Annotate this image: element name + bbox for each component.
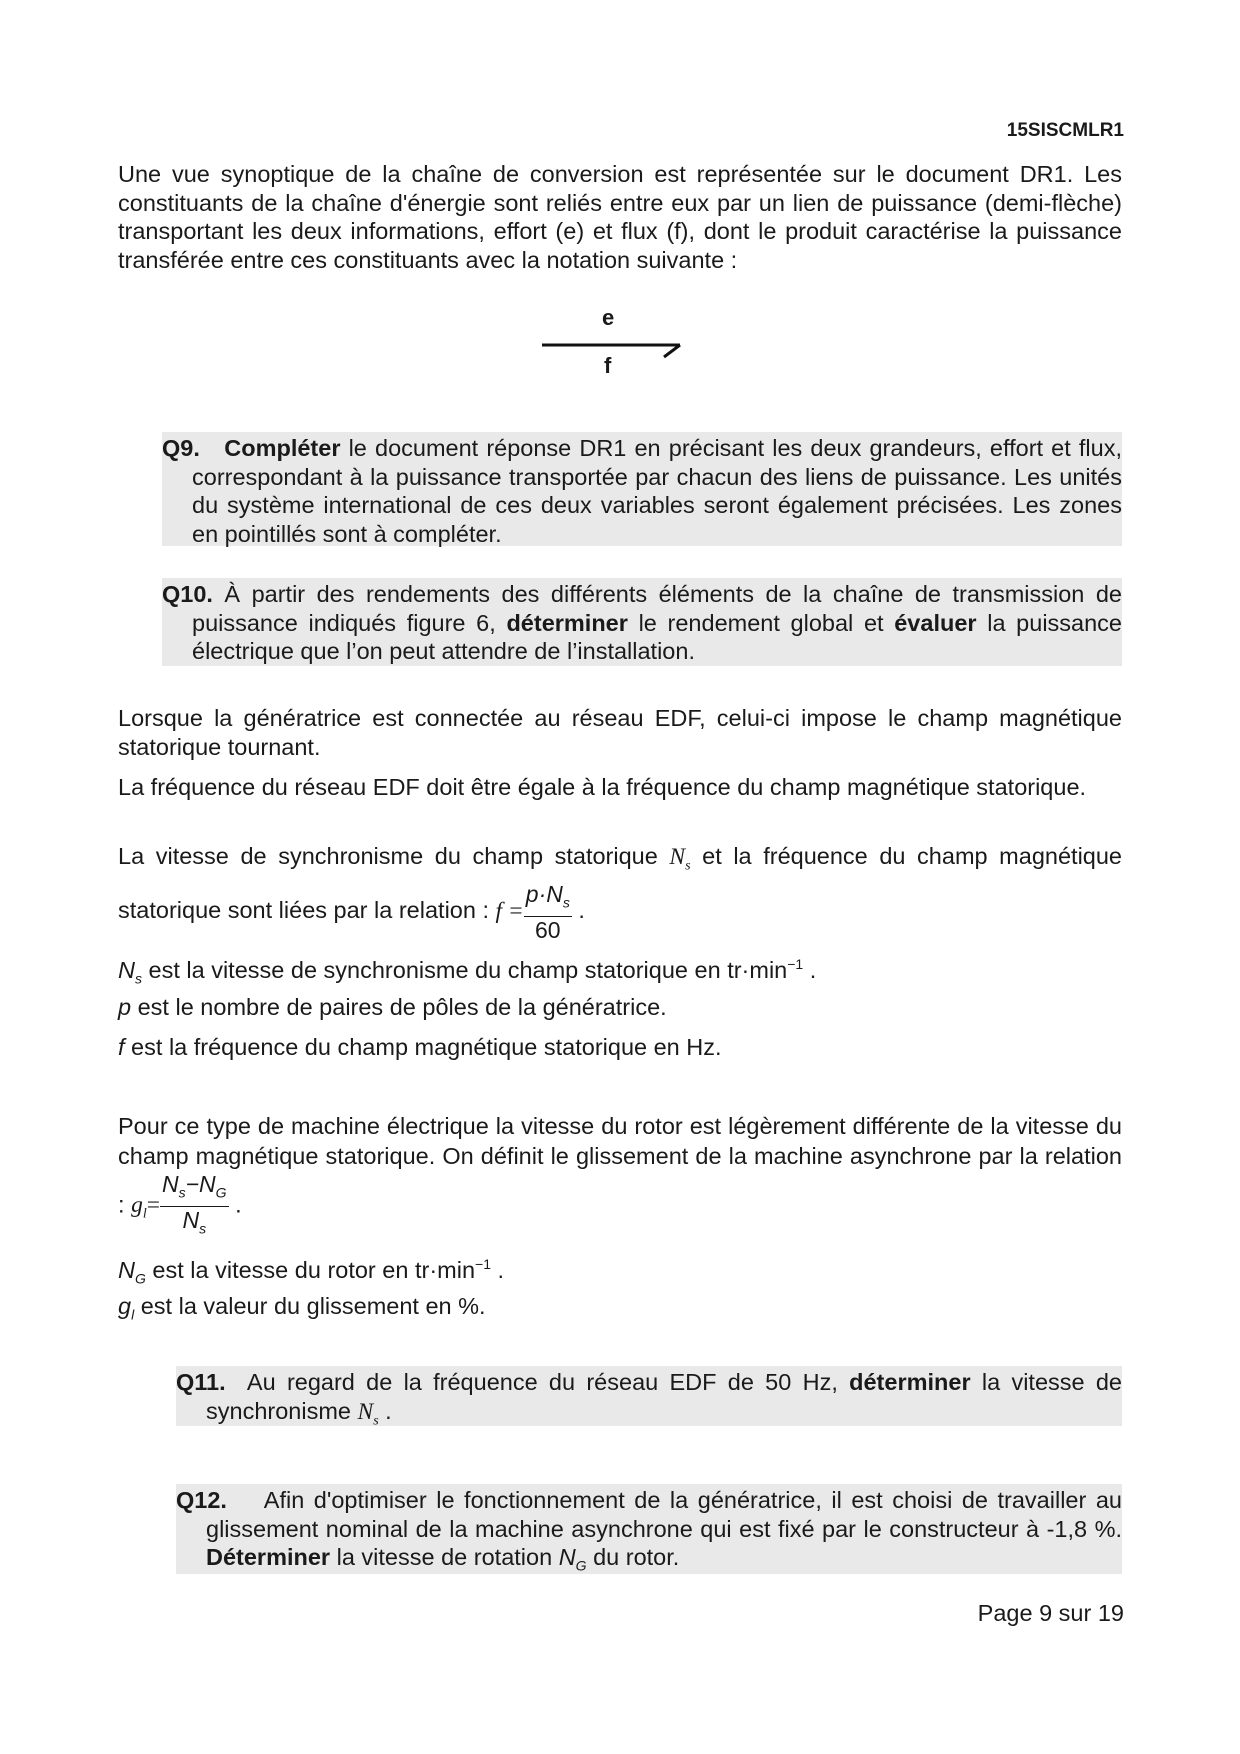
definition-f: f est la fréquence du champ magnétique statorique en Hz. (118, 1034, 722, 1060)
q10-verb-2: évaluer (894, 609, 977, 636)
q9-number: Q9. (162, 435, 200, 461)
definition-p: p est le nombre de paires de pôles de la génératrice. (118, 994, 667, 1020)
q10-verb-1: déterminer (506, 609, 628, 636)
q11-number: Q11. (176, 1369, 226, 1395)
q10-number: Q10. (162, 581, 213, 607)
q10-text-1: À partir des rendements des différents éléments de la chaîne de transmission de puissance indiqués figure 6, (192, 581, 1122, 636)
slip-formula-fraction: $\frac{N_s-N_G}{N_s}$ (161, 1171, 227, 1237)
slip-formula-lhs: $g_l=$ (131, 1192, 160, 1222)
q9-verb: Compléter (224, 435, 341, 461)
paragraph-slip: Pour ce type de machine électrique la vitesse du rotor est légèrement différente de la vitesse du champ magnétique statorique. On définit le glissement de la machine asynchrone par la relation : $g_l=$ $\frac{N_s-N_G}{N_s}$ . (118, 1112, 1122, 1241)
question-q11: Q11. Au regard de la fréquence du réseau EDF de 50 Hz, déterminer la vitesse de synchronisme $N_s$ . (176, 1366, 1122, 1426)
flux-label: f (604, 353, 612, 378)
question-q9 (162, 432, 1122, 546)
paragraph-edf-network: Lorsque la génératrice est connectée au réseau EDF, celui-ci impose le champ magnétique statorique tournant. (118, 705, 1122, 760)
ns-symbol: $N_s$ (669, 844, 691, 874)
page-number: Page 9 sur 19 (977, 1600, 1124, 1626)
power-bond-notation (540, 305, 690, 385)
q10-text-3: la puissance électrique que l’on peut attendre de l’installation. (192, 609, 1123, 665)
unit-rpm: $tr\cdot\min^{-1}$ (727, 956, 804, 983)
definition-gl: $g_l$ est la valeur du glissement en %. (118, 1293, 486, 1323)
p3-text-2: et la fréquence du champ magnétique statorique sont liées par la relation : (118, 843, 1122, 924)
paragraph-sync-speed (118, 842, 1122, 943)
p3-text-1: La vitesse de synchronisme du champ statorique (118, 843, 670, 869)
definition-ng: $N_G$ est la vitesse du rotor en $tr\cdot\min^{-1}$ . (118, 1256, 505, 1287)
paragraph-frequency: La fréquence du réseau EDF doit être égale à la fréquence du champ magnétique statorique. (118, 774, 1087, 800)
effort-label: e (602, 305, 615, 330)
p4-text: Pour ce type de machine électrique la vitesse du rotor est légèrement différente de la vitesse du champ magnétique statorique. On définit le glissement de la machine asynchrone par la relation : (118, 1113, 1122, 1218)
definition-ns: $N_s$ est la vitesse de synchronisme du champ statorique en $tr\cdot\min^{-1}$ . (118, 956, 817, 987)
q9-text: le document réponse DR1 en précisant les deux grandeurs, effort et flux, correspondant à la puissance transportée par chacun des liens de puissance. Les unités du système international de ces deux variables seront également précisées. Les zones en pointillés sont à compléter. (192, 435, 1122, 547)
q10-text-2: le rendement global et (627, 609, 895, 636)
intro-paragraph: Une vue synoptique de la chaîne de conversion est représentée sur le document DR1. Les constituants de la chaîne d'énergie sont reliés entre eux par un lien de puissance (demi-flèche) transportant les deux informations, effort (e) et flux (f), dont le produit caractérise la puissance transférée entre ces constituants avec la notation suivante : (118, 161, 1122, 273)
q12-number: Q12. (176, 1487, 227, 1513)
document-code: 15SISCMLR1 (1006, 120, 1124, 141)
q11-verb: déterminer (849, 1369, 971, 1395)
p3-end: . (578, 897, 585, 924)
frequency-formula-fraction: $\frac{p\cdot N_s}{60}$ (525, 881, 570, 943)
power-bond-arrow (540, 305, 690, 385)
frequency-formula-lhs: f = (495, 898, 524, 925)
question-q12: Q12. Afin d'optimiser le fonctionnement de la génératrice, il est choisi de travailler au glissement nominal de la machine asynchrone qui est fixé par le constructeur à -1,8 %. Déterminer la vitesse de rotation $N_G$ du rotor. (176, 1484, 1122, 1574)
unit-rpm-2: $tr\cdot\min^{-1}$ (414, 1256, 491, 1283)
q12-verb: Déterminer (206, 1544, 331, 1571)
question-q10 (162, 578, 1122, 666)
